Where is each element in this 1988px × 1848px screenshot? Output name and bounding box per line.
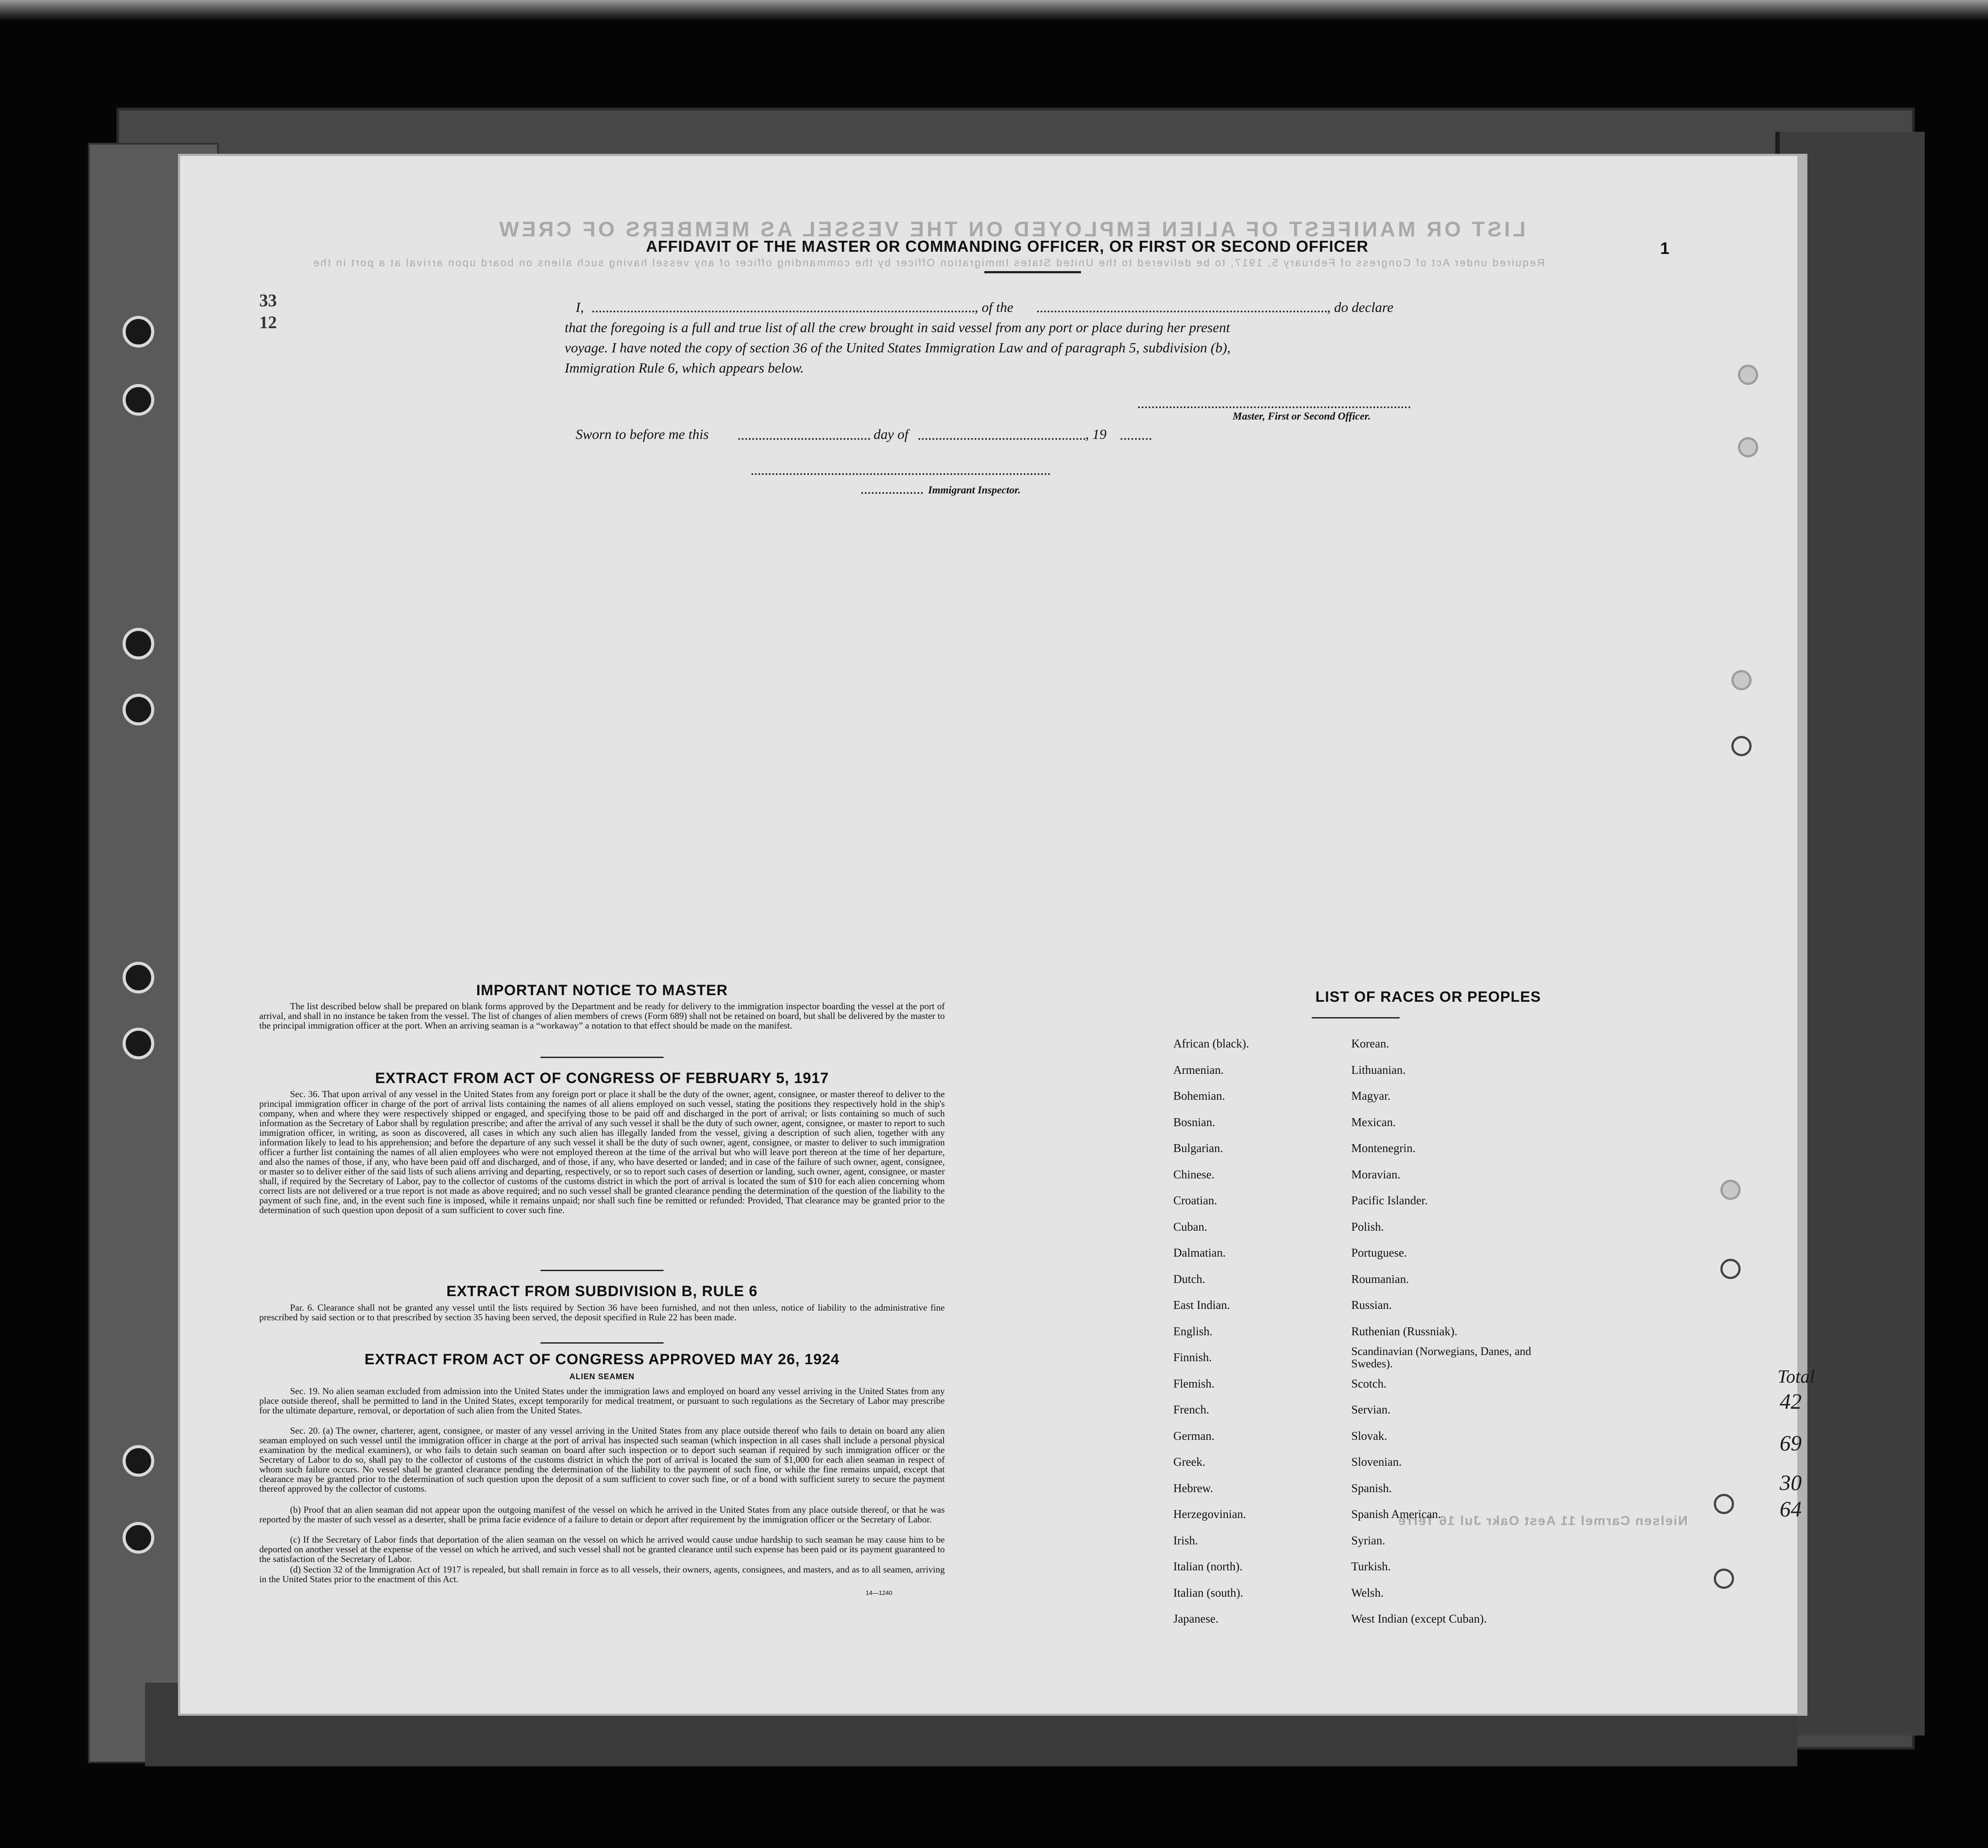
- handwritten-total-value: 30: [1780, 1470, 1802, 1495]
- sheet-hole: [1714, 1494, 1734, 1514]
- margin-mark: 33: [259, 290, 277, 310]
- extract-1917-title: EXTRACT FROM ACT OF CONGRESS OF FEBRUARY 5, 1917: [375, 1070, 829, 1087]
- sheet-hole: [1720, 1259, 1741, 1279]
- race-item: Slovenian.: [1351, 1455, 1402, 1468]
- race-item: Herzegovinian.: [1173, 1507, 1246, 1521]
- margin-mark: 12: [259, 312, 277, 332]
- race-item: Scandinavian (Norwegians, Danes, and Swedes).: [1351, 1345, 1531, 1370]
- race-item: Pacific Islander.: [1351, 1194, 1428, 1207]
- race-item: West Indian (except Cuban).: [1351, 1612, 1487, 1625]
- sworn-month-line: [918, 438, 1085, 440]
- race-item: Italian (north).: [1173, 1560, 1243, 1573]
- sec20a-text: Sec. 20. (a) The owner, charterer, agent, consignee, or master of any vessel arriving in the United States from any place outside thereof who fails to detain on board any alien seaman employed on such vessel until the immigration officer in charge at the port of arrival has inspected such seaman (which inspection in all cases shall include a personal physical examination by the medical examiners), or who fails to detain such seaman on board after such inspection or to deport such seaman if required by such immigration officer or the Secretary of Labor to do so, shall pay to the collector of customs of the customs district in which the port of arrival is located the sum of $1,000 for each alien seaman in respect of whom such failure occurs. No vessel shall be granted clearance pending the determination of the liability to the payment of such fine, or while the fine remains unpaid, except that clearance may be granted prior to the determination of such question upon the deposit of a sum sufficient to cover such fine, or of a bond with sufficient surety to secure the payment thereof approved by the collector of customs.: [259, 1425, 945, 1494]
- race-item: Armenian.: [1173, 1063, 1224, 1076]
- race-item: Dutch.: [1173, 1272, 1205, 1286]
- binder-hole: [123, 316, 154, 348]
- rule6-title: EXTRACT FROM SUBDIVISION B, RULE 6: [446, 1283, 758, 1300]
- race-item: French.: [1173, 1403, 1209, 1416]
- master-signature-line: [1138, 406, 1411, 408]
- inspector-caption: Immigrant Inspector.: [928, 485, 1021, 496]
- race-item: Ruthenian (Russniak).: [1351, 1324, 1458, 1338]
- binder-hole: [123, 628, 154, 659]
- race-item: Roumanian.: [1351, 1272, 1409, 1286]
- rule6-text: Par. 6. Clearance shall not be granted any vessel until the lists required by Section 36 have been furnished, and not then unless, notice of liability to the administrative fine prescribed by said section or to that prescribed by section 35 having been served, the deposit specified in Rule 22 has been made.: [259, 1302, 945, 1323]
- extract-1917-text: Sec. 36. That upon arrival of any vessel in the United States from any foreign port or place it shall be the duty of the owner, agent, consignee, or master thereof to deliver to the principal immigration officer in charge of the port of arrival lists containing the names of all aliens employed on such vessel, stating the positions they respectively hold in the ship's company, when and where they were respectively shipped or engaged, and specifying those to be paid off and discharged in the port of arrival; or lists containing so much of such information as the Secretary of Labor shall by regulation prescribe; and after the arrival of any such vessel it shall be the duty of such owner, agent, consignee, or master to report to such immigration officer, in writing, as soon as discovered, all cases in which any such alien has illegally landed from the vessel, giving a description of such alien, together with any information likely to lead to his apprehension; and before the departure of any such vessel it shall be the duty of such owner, agent, consignee, or master to deliver to such immigration officer a further list containing the names of all alien employees who were not employed thereon at the time of the arrival but who will leave port thereon at the time of her departure, and also the names of those, if any, who have been paid off and discharged, and of those, if any, who have deserted or landed; and in case of the failure of such owner, agent, consignee, or master so to deliver either of the said lists of such aliens arriving and departing, respectively, or so to report such cases of desertion or landing, such owner, agent, consignee, or master shall, if required by the Secretary of Labor, pay to the collector of customs of the customs district in which the port of arrival is located the sum of $10 for each alien concerning whom correct lists are not delivered or a true report is not made as above required; and no such vessel shall be granted clearance pending the determination of the question of the liability to the payment of such fine, and, in the event such fine is imposed, while it remains unpaid; nor shall such fine be remitted or refunded: Provided, That clearance may be granted prior to the determination of such question upon deposit of a sum sufficient to cover such fine.: [259, 1089, 945, 1215]
- race-item: Finnish.: [1173, 1351, 1212, 1364]
- race-item: Russian.: [1351, 1298, 1392, 1312]
- sec19-text: Sec. 19. No alien seaman excluded from admission into the United States under the immigration laws and employed on board any vessel arriving in the United States from any place outside thereof, shall be permitted to land in the United States, except temporarily for medical treatment, or pursuant to such regulations as the Secretary of Labor may prescribe for the ultimate departure, removal, or deportation of such alien from the United States.: [259, 1386, 945, 1416]
- race-item: Syrian.: [1351, 1533, 1386, 1547]
- race-item: Flemish.: [1173, 1377, 1215, 1390]
- race-item: German.: [1173, 1429, 1215, 1442]
- handwritten-total-value: 69: [1780, 1431, 1802, 1455]
- race-item: Irish.: [1173, 1533, 1198, 1547]
- binder-hole: [123, 384, 154, 416]
- race-item: Lithuanian.: [1351, 1063, 1406, 1076]
- race-item: Italian (south).: [1173, 1586, 1243, 1599]
- race-item: Spanish American.: [1351, 1507, 1441, 1521]
- race-item: Turkish.: [1351, 1560, 1391, 1573]
- race-item: Slovak.: [1351, 1429, 1387, 1442]
- races-title: LIST OF RACES OR PEOPLES: [1315, 989, 1541, 1005]
- bleed-through-text: Nielsen Carmel 11 Aest Oakr Jul 16 Terre: [1397, 1514, 1688, 1528]
- day-of-label: day of: [874, 426, 909, 442]
- handwritten-total-value: 42: [1780, 1389, 1802, 1413]
- race-item: Dalmatian.: [1173, 1246, 1226, 1259]
- inspector-signature-line: [751, 473, 1050, 475]
- race-item: Bulgarian.: [1173, 1141, 1223, 1155]
- races-title-rule: [1312, 1017, 1400, 1018]
- race-item: Welsh.: [1351, 1586, 1384, 1599]
- inspector-caption-leader: [861, 492, 923, 494]
- binder-hole: [123, 962, 154, 993]
- race-item: Japanese.: [1173, 1612, 1219, 1625]
- binder-hole: [123, 1028, 154, 1059]
- alien-seamen-subtitle: ALIEN SEAMEN: [569, 1372, 635, 1381]
- form-number: 14—1240: [866, 1589, 892, 1596]
- sec20c-text: (c) If the Secretary of Labor finds that deportation of the alien seaman on the vessel on which he arrived would cause undue hardship to such seaman he may cause him to be deported on another vessel at the expense of the vessel on which he arrived, and such vessel shall not be granted clearance until such expense has been paid or its payment guaranteed to the satisfaction of the Secretary of Labor.: [259, 1534, 945, 1564]
- section-divider: [541, 1057, 664, 1058]
- sheet-hole: [1731, 670, 1752, 690]
- section-divider: [541, 1270, 664, 1271]
- binder-hole: [123, 1522, 154, 1554]
- page-number: 1: [1660, 239, 1670, 258]
- race-item: Magyar.: [1351, 1089, 1391, 1102]
- race-item: Bosnian.: [1173, 1115, 1215, 1129]
- binder-hole: [123, 694, 154, 725]
- binder-hole: [123, 1445, 154, 1477]
- race-item: Polish.: [1351, 1220, 1384, 1233]
- section-divider: [541, 1342, 664, 1344]
- sec20b-text: (b) Proof that an alien seaman did not appear upon the outgoing manifest of the vessel on which he arrived in the United States from any place outside thereof, or that he was reported by the master of such vessel as a deserter, shall be prima facie evidence of a failure to detain or deport after requirement by the immigration officer or the Secretary of Labor.: [259, 1504, 945, 1525]
- manifest-sheet: [180, 156, 1805, 1714]
- scan-edge: [0, 0, 1988, 21]
- race-item: Spanish.: [1351, 1481, 1392, 1495]
- bleed-through-text: LIST OR MANIFEST OF ALIEN EMPLOYED ON THE VESSEL AS MEMBERS OF CREW: [497, 218, 1526, 241]
- race-item: Bohemian.: [1173, 1089, 1225, 1102]
- master-caption: Master, First or Second Officer.: [1233, 411, 1371, 422]
- race-item: East Indian.: [1173, 1298, 1230, 1312]
- race-item: Moravian.: [1351, 1167, 1400, 1181]
- affidavit-body-line: that the foregoing is a full and true list of all the crew brought in said vessel from any port or place during her present: [565, 319, 1230, 335]
- affidavit-body-line: voyage. I have noted the copy of section 36 of the United States Immigration Law and of paragraph 5, subdivision (b),: [565, 340, 1231, 355]
- handwritten-total-value: 64: [1780, 1497, 1802, 1521]
- affidavit-title: AFFIDAVIT OF THE MASTER OR COMMANDING OFFICER, OR FIRST OR SECOND OFFICER: [646, 237, 1369, 255]
- affidavit-do-declare: , do declare: [1327, 299, 1393, 315]
- race-item: African (black).: [1173, 1037, 1249, 1050]
- race-item: Servian.: [1351, 1403, 1391, 1416]
- affidavit-of-the: , of the: [975, 299, 1013, 315]
- sworn-label: Sworn to before me this: [576, 426, 709, 442]
- race-item: Portuguese.: [1351, 1246, 1407, 1259]
- sheet-hole: [1720, 1180, 1741, 1200]
- notice-text: The list described below shall be prepared on blank forms approved by the Department and be ready for delivery to the immigration inspector boarding the vessel at the port of arrival, and shall in no instance be taken from the vessel. The list of changes of alien members of crews (Form 689) shall not be retained on board, but shall be delivered by the master to the principal immigration officer at the port. When an arriving seaman is a “workaway” a notation to that effect should be made on the manifest.: [259, 1001, 945, 1031]
- title-underline: [984, 271, 1081, 273]
- race-item: Chinese.: [1173, 1167, 1215, 1181]
- affidavit-i-label: I,: [576, 299, 584, 315]
- extract-1924-title: EXTRACT FROM ACT OF CONGRESS APPROVED MAY 26, 1924: [364, 1351, 840, 1368]
- race-item: Croatian.: [1173, 1194, 1217, 1207]
- year-prefix: , 19: [1085, 426, 1106, 442]
- race-item: English.: [1173, 1324, 1213, 1338]
- sheet-hole: [1738, 365, 1758, 385]
- race-item: Scotch.: [1351, 1377, 1387, 1390]
- sworn-year-line: [1121, 438, 1151, 440]
- race-item: Montenegrin.: [1351, 1141, 1416, 1155]
- bleed-through-text: Required under Act of Congress of February 5, 1917, to be delivered to the United States Immigration Officer by the commanding officer of any vessel having such aliens on board upon arrival at a port in the: [312, 257, 1545, 269]
- sheet-hole: [1714, 1569, 1734, 1589]
- sworn-day-line: [738, 438, 870, 440]
- race-item: Cuban.: [1173, 1220, 1208, 1233]
- race-item: Korean.: [1351, 1037, 1389, 1050]
- race-item: Hebrew.: [1173, 1481, 1213, 1495]
- sec20d-text: (d) Section 32 of the Immigration Act of 1917 is repealed, but shall remain in force as to all vessels, their owners, agents, consignees, and masters, and as to all seamen, arriving in the United States prior to the enactment of this Act.: [259, 1564, 945, 1584]
- race-item: Greek.: [1173, 1455, 1205, 1468]
- affidavit-body-line: Immigration Rule 6, which appears below.: [565, 360, 804, 376]
- notice-title: IMPORTANT NOTICE TO MASTER: [476, 982, 728, 999]
- sheet-hole: [1731, 736, 1752, 756]
- vessel-name-line: [1037, 311, 1327, 312]
- sheet-hole: [1738, 437, 1758, 457]
- declarant-name-line: [592, 311, 975, 312]
- race-item: Mexican.: [1351, 1115, 1396, 1129]
- handwritten-total-label: Total: [1778, 1367, 1815, 1387]
